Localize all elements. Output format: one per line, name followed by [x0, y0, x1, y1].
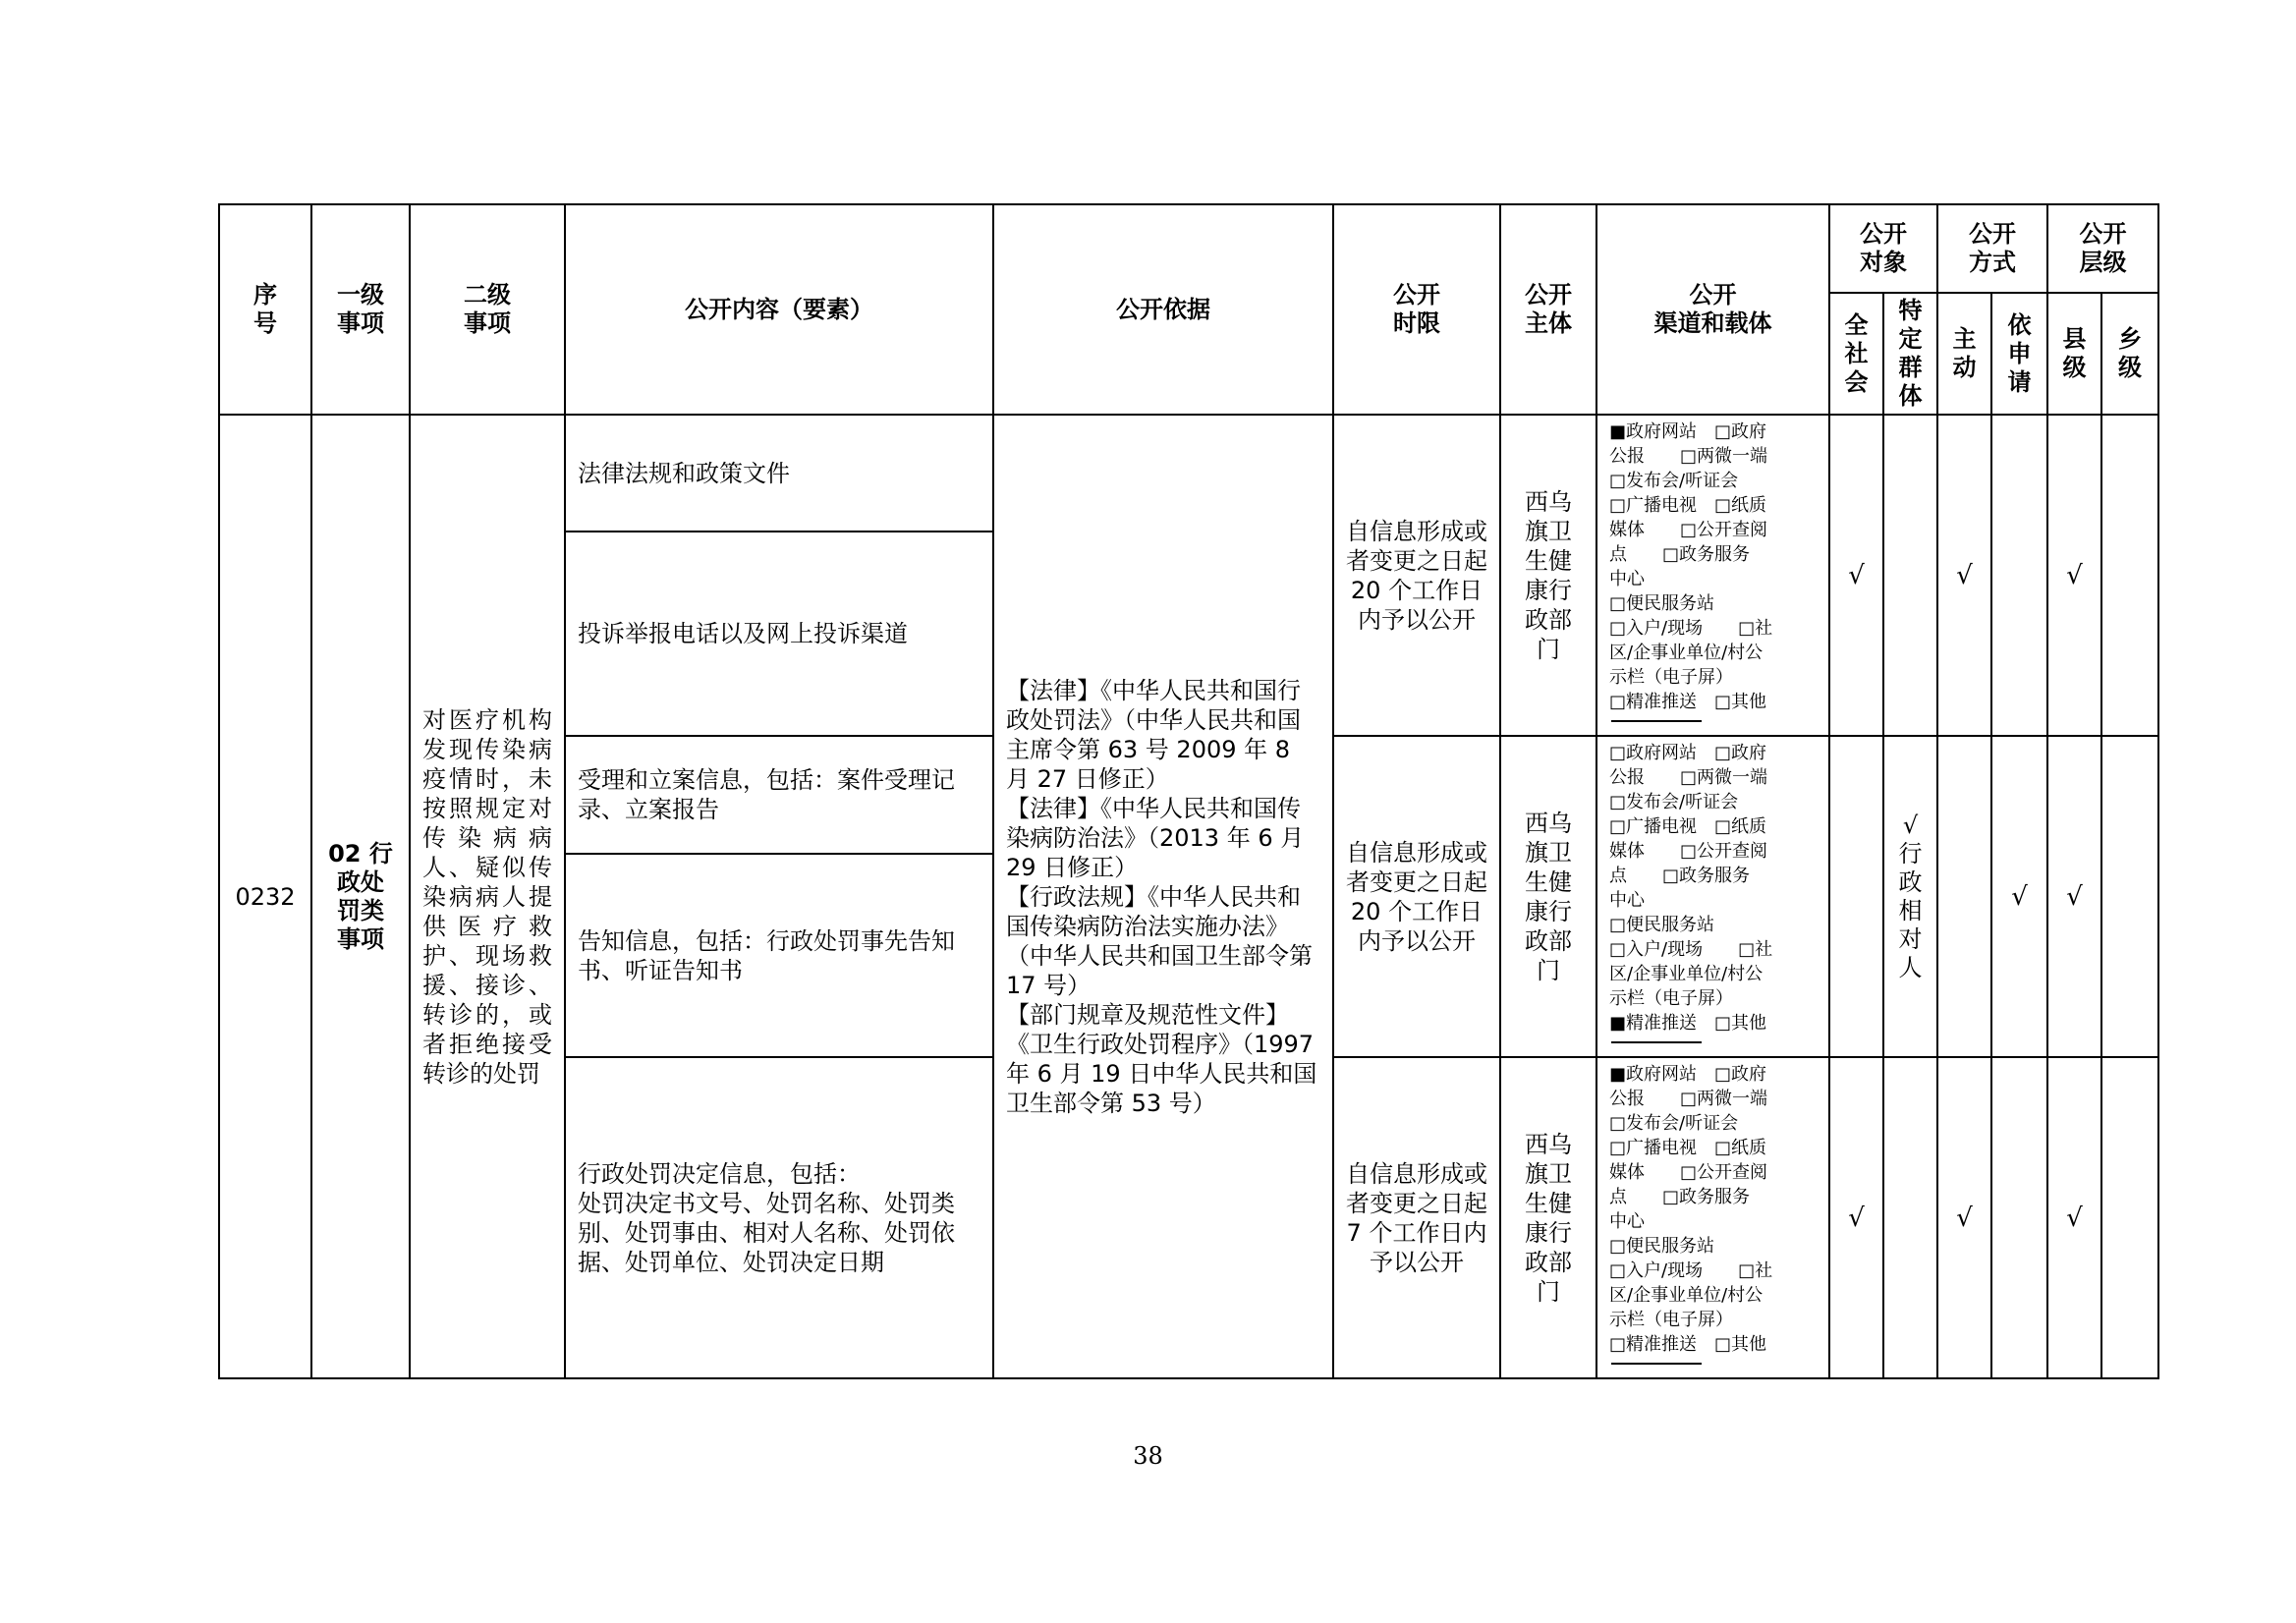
header-level-township: 乡 级 — [2101, 293, 2158, 415]
cell-content-5: 行政处罚决定信息，包括： 处罚决定书文号、处罚名称、处罚类别、处罚事由、相对人名称、处罚依据、处罚单位、处罚决定日期 — [565, 1057, 993, 1378]
cell-time-limit-2: 自信息形成或者变更之日起 20 个工作日内予以公开 — [1333, 736, 1500, 1057]
cell-channel-2 — [1596, 736, 1829, 1057]
cell-active-1: √ — [1937, 415, 1991, 736]
cell-county-3: √ — [2047, 1057, 2101, 1378]
channel-line: □发布会/听证会 — [1609, 792, 1739, 812]
channel-line: □精准推送 □其他 — [1609, 692, 1767, 712]
cell-basis: 【法律】《中华人民共和国行政处罚法》（中华人民共和国主席令第 63 号 2009 年 8 月 27 日修正） 【法律】《中华人民共和国传染病防治法》（2013 年 6 月 29 日修正） 【行政法规】《中华人民共和国传染病防治法实施办法》（中华人民共和国卫生部令第 17 号） 【部门规章及规范性文件】《卫生行政处罚程序》（1997 年 6 月 19 日中华人民共和国卫生部令第 53 号） — [993, 415, 1333, 1378]
header-basis: 公开依据 — [993, 204, 1333, 415]
header-seq: 序 号 — [219, 204, 311, 415]
header-content: 公开内容（要素） — [565, 204, 993, 415]
channel-line: □入户/现场 □社 — [1609, 618, 1773, 639]
channel-underline — [1611, 1035, 1702, 1043]
page-number: 38 — [1133, 1442, 1163, 1470]
channel-line: □发布会/听证会 — [1609, 1113, 1739, 1134]
cell-time-limit-1: 自信息形成或者变更之日起 20 个工作日内予以公开 — [1333, 415, 1500, 736]
channel-line: 区/企事业单位/村公 — [1609, 643, 1764, 663]
cell-subject-2: 西乌 旗卫 生健 康行 政部 门 — [1500, 736, 1596, 1057]
cell-county-1: √ — [2047, 415, 2101, 736]
channel-line: □广播电视 □纸质 — [1609, 495, 1767, 516]
cell-county-2: √ — [2047, 736, 2101, 1057]
cell-active-3: √ — [1937, 1057, 1991, 1378]
channel-line: □便民服务站 — [1609, 915, 1715, 935]
channel-line: □政府网站 □政府 — [1609, 743, 1767, 763]
channel-line: □广播电视 □纸质 — [1609, 816, 1767, 837]
cell-on-request-3 — [1991, 1057, 2047, 1378]
cell-specific-group-3 — [1883, 1057, 1937, 1378]
channel-line: □精准推送 □其他 — [1609, 1334, 1767, 1355]
channel-underline — [1611, 1357, 1702, 1365]
channel-line: 媒体 □公开查阅 — [1609, 520, 1768, 540]
channel-line: □便民服务站 — [1609, 593, 1715, 614]
header-channel: 公开 渠道和载体 — [1596, 204, 1829, 415]
cell-seq: 0232 — [219, 415, 311, 1378]
cell-township-1 — [2101, 415, 2158, 736]
header-method-apply: 依 申 请 — [1991, 293, 2047, 415]
cell-content-4: 告知信息，包括：行政处罚事先告知书、听证告知书 — [565, 854, 993, 1057]
cell-subject-1: 西乌 旗卫 生健 康行 政部 门 — [1500, 415, 1596, 736]
cell-specific-group-1 — [1883, 415, 1937, 736]
channel-line: 媒体 □公开查阅 — [1609, 1162, 1768, 1183]
cell-township-2 — [2101, 736, 2158, 1057]
cell-active-2 — [1937, 736, 1991, 1057]
cell-all-society-3: √ — [1829, 1057, 1883, 1378]
cell-channel-3 — [1596, 1057, 1829, 1378]
channel-line: 点 □政务服务 — [1609, 544, 1751, 565]
header-subject: 公开 主体 — [1500, 204, 1596, 415]
header-time-limit: 公开 时限 — [1333, 204, 1500, 415]
channel-line: 示栏（电子屏） — [1609, 667, 1733, 688]
cell-time-limit-3: 自信息形成或者变更之日起 7 个工作日内予以公开 — [1333, 1057, 1500, 1378]
cell-content-3: 受理和立案信息，包括：案件受理记录、立案报告 — [565, 736, 993, 854]
cell-level1: 02 行 政处 罚类 事项 — [311, 415, 410, 1378]
cell-specific-group-2: √ 行 政 相 对 人 — [1883, 736, 1937, 1057]
disclosure-table — [218, 203, 2159, 1379]
channel-line: 区/企事业单位/村公 — [1609, 964, 1764, 984]
channel-line: □便民服务站 — [1609, 1236, 1715, 1257]
cell-channel-1 — [1596, 415, 1829, 736]
cell-on-request-1 — [1991, 415, 2047, 736]
cell-all-society-1: √ — [1829, 415, 1883, 736]
channel-line: ■政府网站 □政府 — [1609, 421, 1767, 442]
channel-line: 公报 □两微一端 — [1609, 446, 1768, 467]
cell-level2: 对医疗机构发现传染病疫情时，未按照规定对传染病病人、疑似传染病病人提供医疗救护、现场救援、接诊、转诊的，或者拒绝接受转诊的处罚 — [410, 415, 565, 1378]
cell-on-request-2: √ — [1991, 736, 2047, 1057]
channel-line: ■精准推送 □其他 — [1609, 1013, 1767, 1034]
channel-line: ■政府网站 □政府 — [1609, 1064, 1767, 1085]
cell-content-2: 投诉举报电话以及网上投诉渠道 — [565, 532, 993, 736]
channel-line: □发布会/听证会 — [1609, 471, 1739, 491]
channel-line: 示栏（电子屏） — [1609, 988, 1733, 1009]
channel-line: 媒体 □公开查阅 — [1609, 841, 1768, 862]
channel-line: □入户/现场 □社 — [1609, 1260, 1773, 1281]
cell-township-3 — [2101, 1057, 2158, 1378]
cell-all-society-2 — [1829, 736, 1883, 1057]
header-method-group: 公开 方式 — [1937, 204, 2047, 293]
channel-line: 中心 — [1609, 890, 1645, 911]
header-level2: 二级 事项 — [410, 204, 565, 415]
header-target-specific: 特 定 群 体 — [1883, 293, 1937, 415]
channel-line: 公报 □两微一端 — [1609, 1089, 1768, 1109]
channel-line: 示栏（电子屏） — [1609, 1310, 1733, 1330]
cell-subject-3: 西乌 旗卫 生健 康行 政部 门 — [1500, 1057, 1596, 1378]
header-method-active: 主 动 — [1937, 293, 1991, 415]
header-level-group: 公开 层级 — [2047, 204, 2158, 293]
channel-line: 中心 — [1609, 569, 1645, 589]
header-level-county: 县 级 — [2047, 293, 2101, 415]
channel-line: 中心 — [1609, 1211, 1645, 1232]
channel-line: □入户/现场 □社 — [1609, 939, 1773, 960]
header-target-all: 全 社 会 — [1829, 293, 1883, 415]
cell-content-1: 法律法规和政策文件 — [565, 415, 993, 532]
channel-line: 区/企事业单位/村公 — [1609, 1285, 1764, 1306]
channel-line: 点 □政务服务 — [1609, 866, 1751, 886]
channel-underline — [1611, 714, 1702, 722]
channel-line: 公报 □两微一端 — [1609, 767, 1768, 788]
channel-line: 点 □政务服务 — [1609, 1187, 1751, 1207]
channel-line: □广播电视 □纸质 — [1609, 1138, 1767, 1158]
header-level1: 一级 事项 — [311, 204, 410, 415]
header-target-group: 公开 对象 — [1829, 204, 1937, 293]
